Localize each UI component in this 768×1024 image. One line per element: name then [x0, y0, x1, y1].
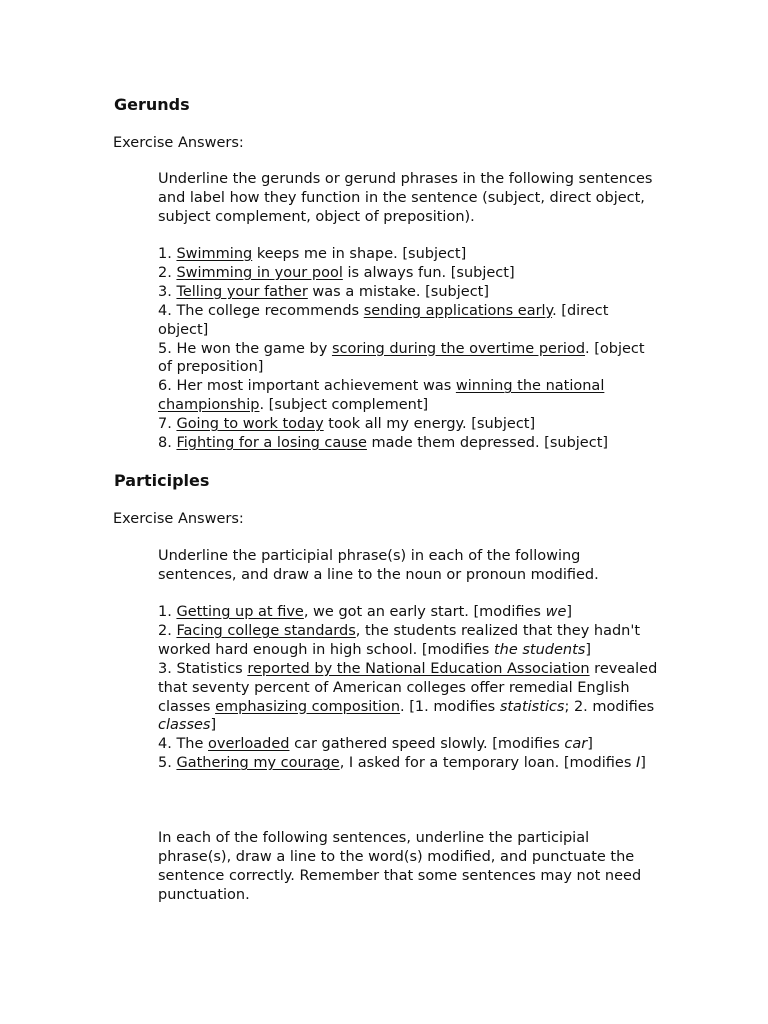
gerund-answer-5: 5. He won the game by scoring during the overtime period. [object of preposition] — [158, 340, 645, 376]
participles-instructions: Underline the participial phrase(s) in each of the following sentences, and draw a line to the noun or pronoun modified. — [158, 548, 599, 583]
participles-answer-list — [158, 603, 658, 773]
gerund-answer-3: 3. Telling your father was a mistake. [subject] — [158, 283, 490, 300]
gerund-answer-7: 7. Going to work today took all my energy. [subject] — [158, 416, 536, 433]
participles-follow-up-instructions: In each of the following sentences, underline the participial phrase(s), draw a line to the word(s) modified, and punctuate the sentence correctly. Remember that some sentences may not need punctuation. — [158, 830, 642, 903]
gerunds-heading: Gerunds — [114, 95, 190, 114]
gerund-answer-8: 8. Fighting for a losing cause made them depressed. [subject] — [158, 435, 609, 452]
gerunds-answer-list — [158, 245, 658, 453]
gerunds-instructions: Underline the gerunds or gerund phrases in the following sentences and label how they function in the sentence (subject, direct object, subject complement, object of preposition). — [158, 171, 653, 225]
gerunds-exercise-answers-heading: Exercise Answers: — [113, 135, 244, 151]
participle-answer-2: 2. Facing college standards, the students realized that they hadn't worked hard enough in high school. [modifies the students] — [158, 622, 641, 658]
gerund-answer-2: 2. Swimming in your pool is always fun. [subject] — [158, 264, 515, 281]
gerund-answer-4: 4. The college recommends sending applications early. [direct object] — [158, 302, 609, 338]
participles-exercise-answers-heading: Exercise Answers: — [113, 511, 244, 527]
participle-answer-5: 5. Gathering my courage, I asked for a temporary loan. [modifies I] — [158, 755, 646, 772]
participles-heading: Participles — [114, 471, 210, 490]
gerund-answer-1: 1. Swimming keeps me in shape. [subject] — [158, 246, 467, 262]
participle-answer-1: 1. Getting up at five, we got an early start. [modifies we] — [158, 604, 573, 620]
participle-answer-3: 3. Statistics reported by the National Education Association revealed that seventy percent of American colleges offer remedial English classes emphasizing composition. [1. modifies statistics; 2. modifies classes] — [158, 660, 658, 734]
gerund-answer-6: 6. Her most important achievement was winning the national championship. [subject complement] — [158, 378, 605, 414]
participle-answer-4: 4. The overloaded car gathered speed slowly. [modifies car] — [158, 736, 593, 753]
